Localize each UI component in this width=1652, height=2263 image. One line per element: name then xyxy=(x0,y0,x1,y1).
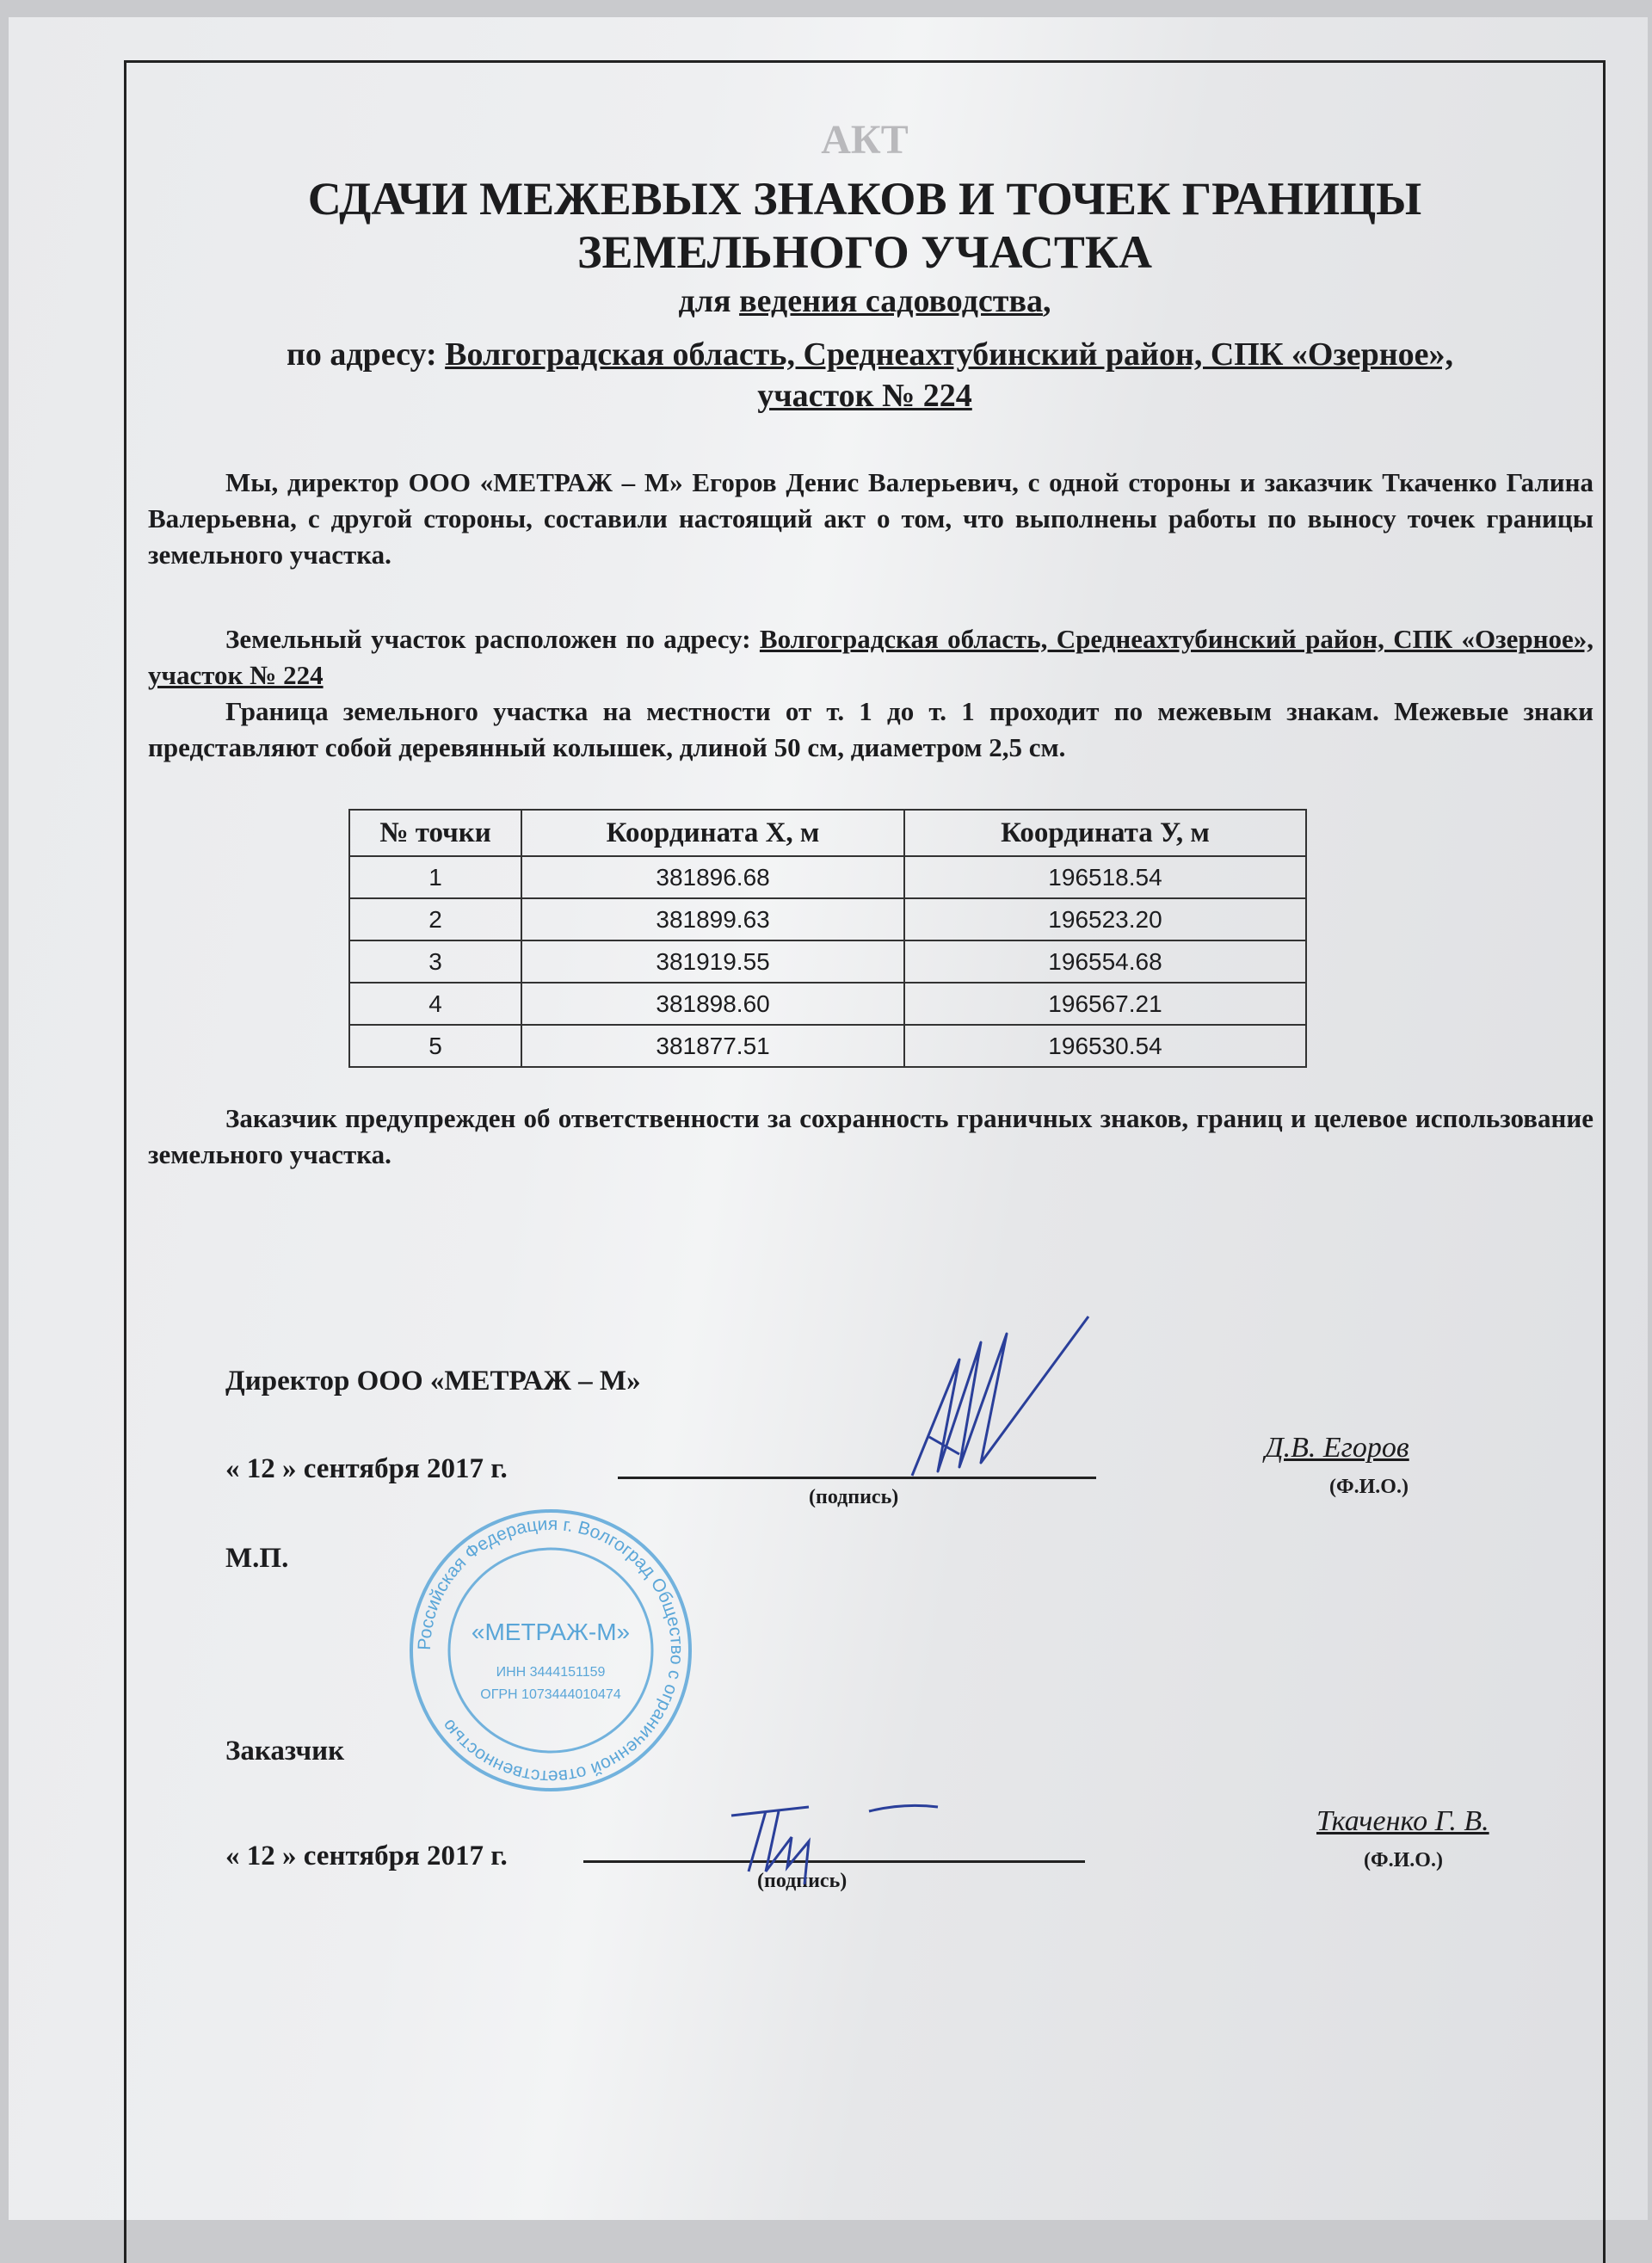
paragraph-parties: Мы, директор ООО «МЕТРАЖ – М» Егоров Денис Валерьевич, с одной стороны и заказчик Ткаченко Галина Валерьевна, с другой стороны, составили настоящий акт о том, что выполнены работы по выносу точек границы земельного участка. xyxy=(148,467,1593,570)
coordinate-x-cell: 381899.63 xyxy=(521,898,904,940)
coordinate-x-cell: 381898.60 xyxy=(521,983,904,1025)
location-address: Волгоградская область, Среднеахтубинский район, СПК «Озерное», участок № 224 xyxy=(148,624,1593,690)
table-row xyxy=(349,856,1306,898)
point-number-cell: 2 xyxy=(349,898,521,940)
address-prefix: по адресу: xyxy=(287,336,446,373)
coordinate-x-cell: 381896.68 xyxy=(521,856,904,898)
purpose: ведения садоводства xyxy=(739,283,1043,319)
paragraph-location xyxy=(148,621,1593,694)
table-row xyxy=(349,983,1306,1025)
customer-label: Заказчик xyxy=(225,1736,345,1767)
table-row xyxy=(349,898,1306,940)
address-line-2: участок № 224 xyxy=(757,378,972,414)
director-name-caption: (Ф.И.О.) xyxy=(1329,1476,1409,1498)
table-header-row xyxy=(349,810,1306,856)
coordinate-y-cell: 196523.20 xyxy=(904,898,1306,940)
point-number-cell: 5 xyxy=(349,1025,521,1067)
director-label: Директор ООО «МЕТРАЖ – М» xyxy=(225,1366,641,1397)
point-number-cell: 4 xyxy=(349,983,521,1025)
customer-signature-caption: (подпись) xyxy=(757,1870,848,1892)
coordinate-y-cell: 196554.68 xyxy=(904,940,1306,983)
document-heading: АКТ xyxy=(821,117,909,163)
column-header: № точки xyxy=(349,810,521,856)
coordinate-y-cell: 196518.54 xyxy=(904,856,1306,898)
customer-name-caption: (Ф.И.О.) xyxy=(1364,1849,1443,1871)
purpose-prefix: для xyxy=(678,283,740,319)
coordinate-y-cell: 196567.21 xyxy=(904,983,1306,1025)
location-prefix: Земельный участок расположен по адресу: xyxy=(225,624,760,654)
customer-signature xyxy=(714,1790,955,1884)
customer-name: Ткаченко Г. В. xyxy=(1316,1805,1489,1837)
paragraph-responsibility: Заказчик предупрежден об ответственности за сохранность граничных знаков, границ и целевое использование земельного участка. xyxy=(148,1103,1593,1169)
customer-date: « 12 » сентября 2017 г. xyxy=(225,1841,508,1871)
title-line-1: СДАЧИ МЕЖЕВЫХ ЗНАКОВ И ТОЧЕК ГРАНИЦЫ xyxy=(307,173,1422,225)
director-date: « 12 » сентября 2017 г. xyxy=(225,1453,508,1484)
director-name: Д.В. Егоров xyxy=(1265,1432,1409,1464)
director-signature xyxy=(878,1308,1101,1480)
address-line xyxy=(129,337,1611,372)
coordinates-table xyxy=(348,809,1307,1068)
coordinate-x-cell: 381877.51 xyxy=(521,1025,904,1067)
table-row xyxy=(349,1025,1306,1067)
purpose-line xyxy=(124,284,1606,318)
column-header: Координата X, м xyxy=(521,810,904,856)
address-line-1: Волгоградская область, Среднеахтубинский район, СПК «Озерное», xyxy=(445,336,1453,373)
director-signature-caption: (подпись) xyxy=(809,1486,899,1508)
stamp-outer-text: Российская Федерация г. Волгоград Общество с ограниченной ответственностью xyxy=(414,1514,687,1787)
company-stamp xyxy=(404,1504,697,1797)
purpose-suffix: , xyxy=(1042,283,1051,319)
coordinate-x-cell: 381919.55 xyxy=(521,940,904,983)
stamp-center-text: «МЕТРАЖ-М» xyxy=(471,1619,631,1645)
title-line-2: ЗЕМЕЛЬНОГО УЧАСТКА xyxy=(577,226,1152,278)
stamp-inn: ИНН 3444151159 xyxy=(496,1665,606,1680)
column-header: Координата У, м xyxy=(904,810,1306,856)
coordinate-y-cell: 196530.54 xyxy=(904,1025,1306,1067)
seal-label: М.П. xyxy=(225,1543,289,1574)
paragraph-boundary: Граница земельного участка на местности от т. 1 до т. 1 проходит по межевым знакам. Межевые знаки представляют собой деревянный колышек, длиной 50 см, диаметром 2,5 см. xyxy=(148,696,1593,762)
point-number-cell: 3 xyxy=(349,940,521,983)
point-number-cell: 1 xyxy=(349,856,521,898)
stamp-ogrn: ОГРН 1073444010474 xyxy=(480,1687,621,1702)
document-body xyxy=(148,465,1593,1173)
table-row xyxy=(349,940,1306,983)
